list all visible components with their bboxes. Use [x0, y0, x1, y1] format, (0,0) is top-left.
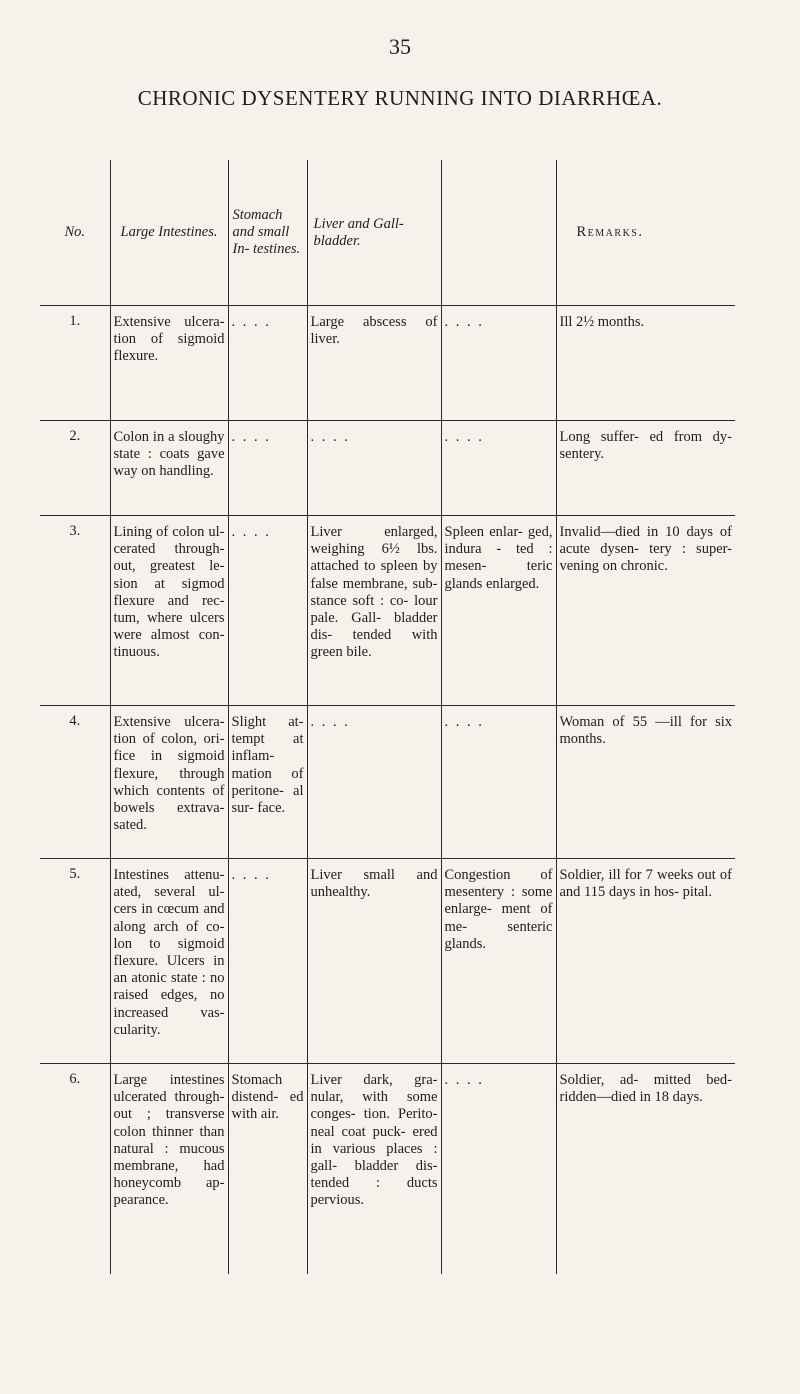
- cell-remarks: Woman of 55 —ill for six months.: [556, 706, 735, 859]
- cell-large-intestines: Extensive ulcera- tion of colon, ori- fice in sigmoid flexure, through which contents of bowels extrava- sated.: [110, 706, 228, 859]
- cell-stomach: . . . .: [228, 306, 307, 421]
- cell-no: 2.: [40, 421, 110, 516]
- table-row: [40, 859, 735, 1064]
- cell-liver: Liver dark, gra- nular, with some conges- tion. Perito- neal coat puck- ered in various places : gall- bladder dis- tended : ducts pervious.: [307, 1064, 441, 1274]
- table-row: [40, 306, 735, 421]
- page-number: 35: [389, 34, 411, 59]
- cell-liver: Liver small and unhealthy.: [307, 859, 441, 1064]
- cell-large-intestines: Large intestines ulcerated through- out ; transverse colon thinner than natural : mucous membrane, had honeycomb ap- pearance.: [110, 1064, 228, 1274]
- cell-remarks: Invalid—died in 10 days of acute dysen- tery : super- vening on chronic.: [556, 516, 735, 706]
- header-liver: Liver and Gall- bladder.: [307, 160, 441, 306]
- cell-remarks: Ill 2½ months.: [556, 306, 735, 421]
- cell-liver: . . . .: [307, 421, 441, 516]
- cell-remarks: Soldier, ad- mitted bed- ridden—died in 18 days.: [556, 1064, 735, 1274]
- cell-stomach: . . . .: [228, 421, 307, 516]
- cell-no: 4.: [40, 706, 110, 859]
- table-row: [40, 1064, 735, 1274]
- cell-large-intestines: Colon in a sloughy state : coats gave way on handling.: [110, 421, 228, 516]
- header-large-intestines: Large Intestines.: [110, 160, 228, 306]
- table-row: [40, 421, 735, 516]
- cell-no: 5.: [40, 859, 110, 1064]
- cell-other: Congestion of mesentery : some enlarge- ment of me- senteric glands.: [441, 859, 556, 1064]
- cell-liver: Liver enlarged, weighing 6½ lbs. attached to spleen by false membrane, sub- stance soft : co- lour pale. Gall- bladder dis- tended with green bile.: [307, 516, 441, 706]
- cell-other: . . . .: [441, 1064, 556, 1274]
- table-row: [40, 516, 735, 706]
- cell-other: . . . .: [441, 306, 556, 421]
- cell-other: . . . .: [441, 706, 556, 859]
- cell-stomach: Stomach distend- ed with air.: [228, 1064, 307, 1274]
- cell-large-intestines: Extensive ulcera- tion of sigmoid flexure.: [110, 306, 228, 421]
- header-no: No.: [64, 224, 86, 240]
- header-stomach: Stomach and small In- testines.: [228, 160, 307, 306]
- cell-large-intestines: Intestines attenu- ated, several ul- cers in cœcum and along arch of co- lon to sigmoid flexure. Ulcers in an atonic state : no raised edges, no increased vas- cularity.: [110, 859, 228, 1064]
- cell-other: . . . .: [441, 421, 556, 516]
- table-header-row: [40, 160, 735, 306]
- cell-large-intestines: Lining of colon ul- cerated through- out, greatest le- sion at sigmod flexure and rec- tum, where ulcers were almost con- tinuous.: [110, 516, 228, 706]
- cell-remarks: Soldier, ill for 7 weeks out of and 115 days in hos- pital.: [556, 859, 735, 1064]
- cell-stomach: Slight at- tempt at inflam- mation of peritone- al sur- face.: [228, 706, 307, 859]
- table-row: [40, 706, 735, 859]
- cell-liver: . . . .: [307, 706, 441, 859]
- page-title: CHRONIC DYSENTERY RUNNING INTO DIARRHŒA.: [137, 86, 663, 110]
- cell-other: Spleen enlar- ged, indura - ted : mesen- teric glands enlarged.: [441, 516, 556, 706]
- cell-stomach: . . . .: [228, 859, 307, 1064]
- cell-no: 3.: [40, 516, 110, 706]
- header-remarks: Remarks.: [556, 160, 735, 306]
- cell-no: 6.: [40, 1064, 110, 1274]
- cell-remarks: Long suffer- ed from dy- sentery.: [556, 421, 735, 516]
- cell-liver: Large abscess of liver.: [307, 306, 441, 421]
- dysentery-table: [40, 160, 735, 1274]
- cell-no: 1.: [40, 306, 110, 421]
- cell-stomach: . . . .: [228, 516, 307, 706]
- header-other: [441, 160, 556, 306]
